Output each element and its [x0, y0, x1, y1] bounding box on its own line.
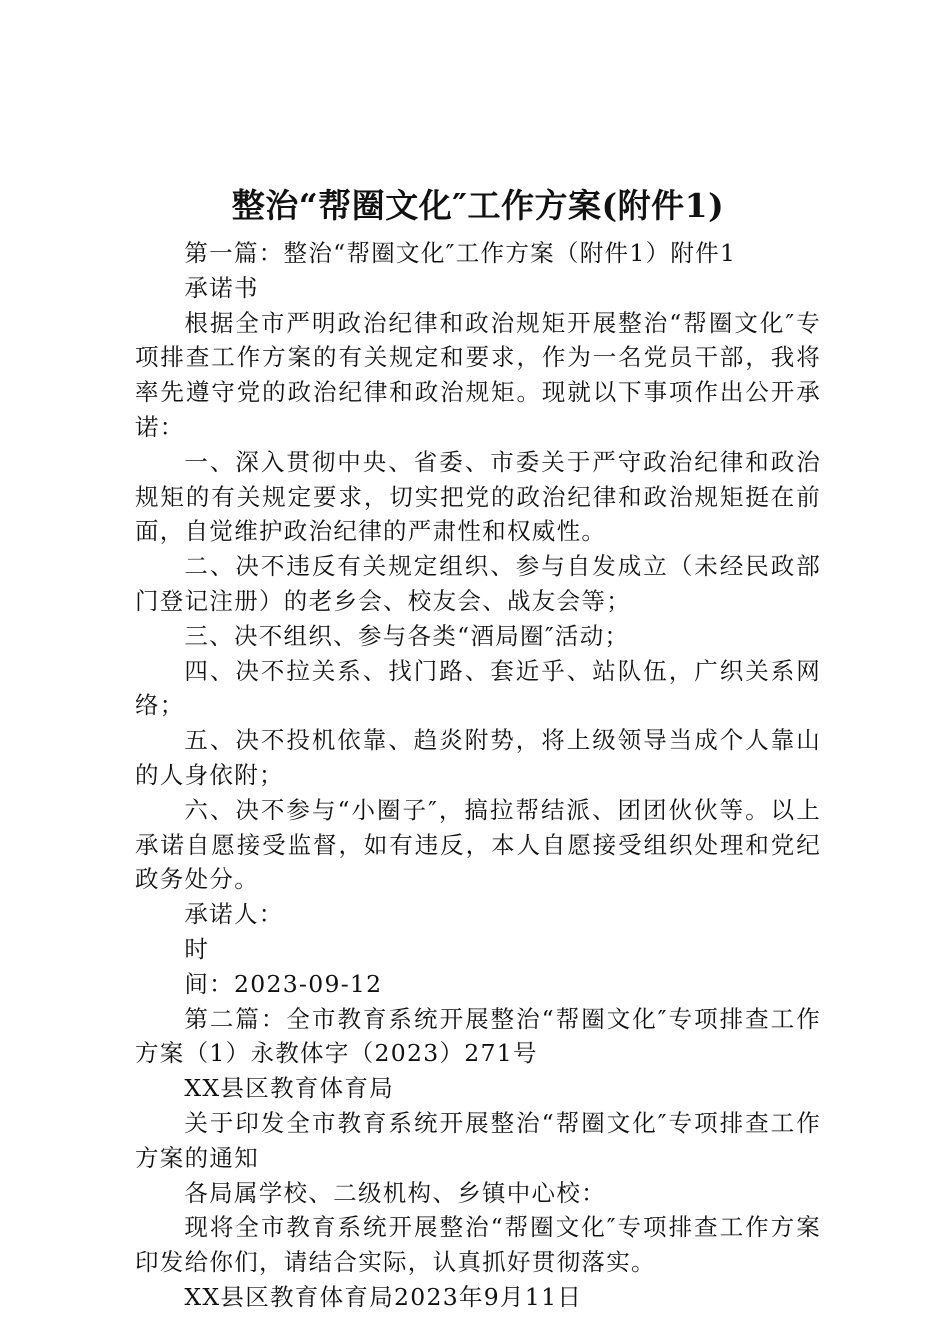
- pledge-item-2: 二、决不违反有关规定组织、参与自发成立（未经民政部门登记注册）的老乡会、校友会、战友会等；: [135, 552, 821, 615]
- pledge-item-5: 五、决不投机依靠、趋炎附势，将上级领导当成个人靠山的人身依附；: [135, 726, 821, 789]
- pledge-item-3: 三、决不组织、参与各类“酒局圈″活动；: [184, 621, 630, 650]
- pledge-item-1: 一、深入贯彻中央、省委、市委关于严守政治纪律和政治规矩的有关规定要求，切实把党的政治纪律和政治规矩挺在前面，自觉维护政治纪律的严肃性和权威性。: [135, 447, 821, 546]
- pledge-intro: 根据全市严明政治纪律和政治规矩开展整治“帮圈文化″专项排查工作方案的有关规定和要求，作为一名党员干部，我将率先遵守党的政治纪律和政治规矩。现就以下事项作出公开承诺：: [135, 308, 821, 441]
- date-line: 间：2023-09-12: [184, 969, 383, 998]
- document-title: 整治“帮圈文化″工作方案(附件1): [231, 186, 725, 225]
- document-page: [135, 180, 821, 1315]
- time-label: 时: [184, 934, 210, 963]
- pledge-item-6: 六、决不参与“小圈子″，搞拉帮结派、团团伙伙等。以上承诺自愿接受监督，如有违反，本人自愿接受组织处理和党纪政务处分。: [135, 795, 821, 894]
- part2-heading: 第二篇：全市教育系统开展整治“帮圈文化″专项排查工作方案（1）永教体字（2023）271号: [135, 1004, 821, 1068]
- issuing-bureau: XX县区教育体育局: [184, 1074, 395, 1103]
- notice-recipients: 各局属学校、二级机构、乡镇中心校：: [184, 1178, 606, 1207]
- notice-body: 现将全市教育系统开展整治“帮圈文化″专项排查工作方案印发给你们，请结合实际，认真抓好贯彻落实。: [135, 1213, 821, 1277]
- pledger-label: 承诺人：: [184, 900, 284, 929]
- pledge-heading: 承诺书: [184, 273, 259, 302]
- notice-signature: XX县区教育体育局2023年9月11日: [184, 1282, 583, 1311]
- pledge-item-4: 四、决不拉关系、找门路、套近乎、站队伍，广织关系网络；: [135, 656, 821, 720]
- notice-title: 关于印发全市教育系统开展整治“帮圈文化″专项排查工作方案的通知: [135, 1108, 821, 1172]
- part1-heading: 第一篇：整治“帮圈文化″工作方案（附件1）附件1: [184, 239, 737, 267]
